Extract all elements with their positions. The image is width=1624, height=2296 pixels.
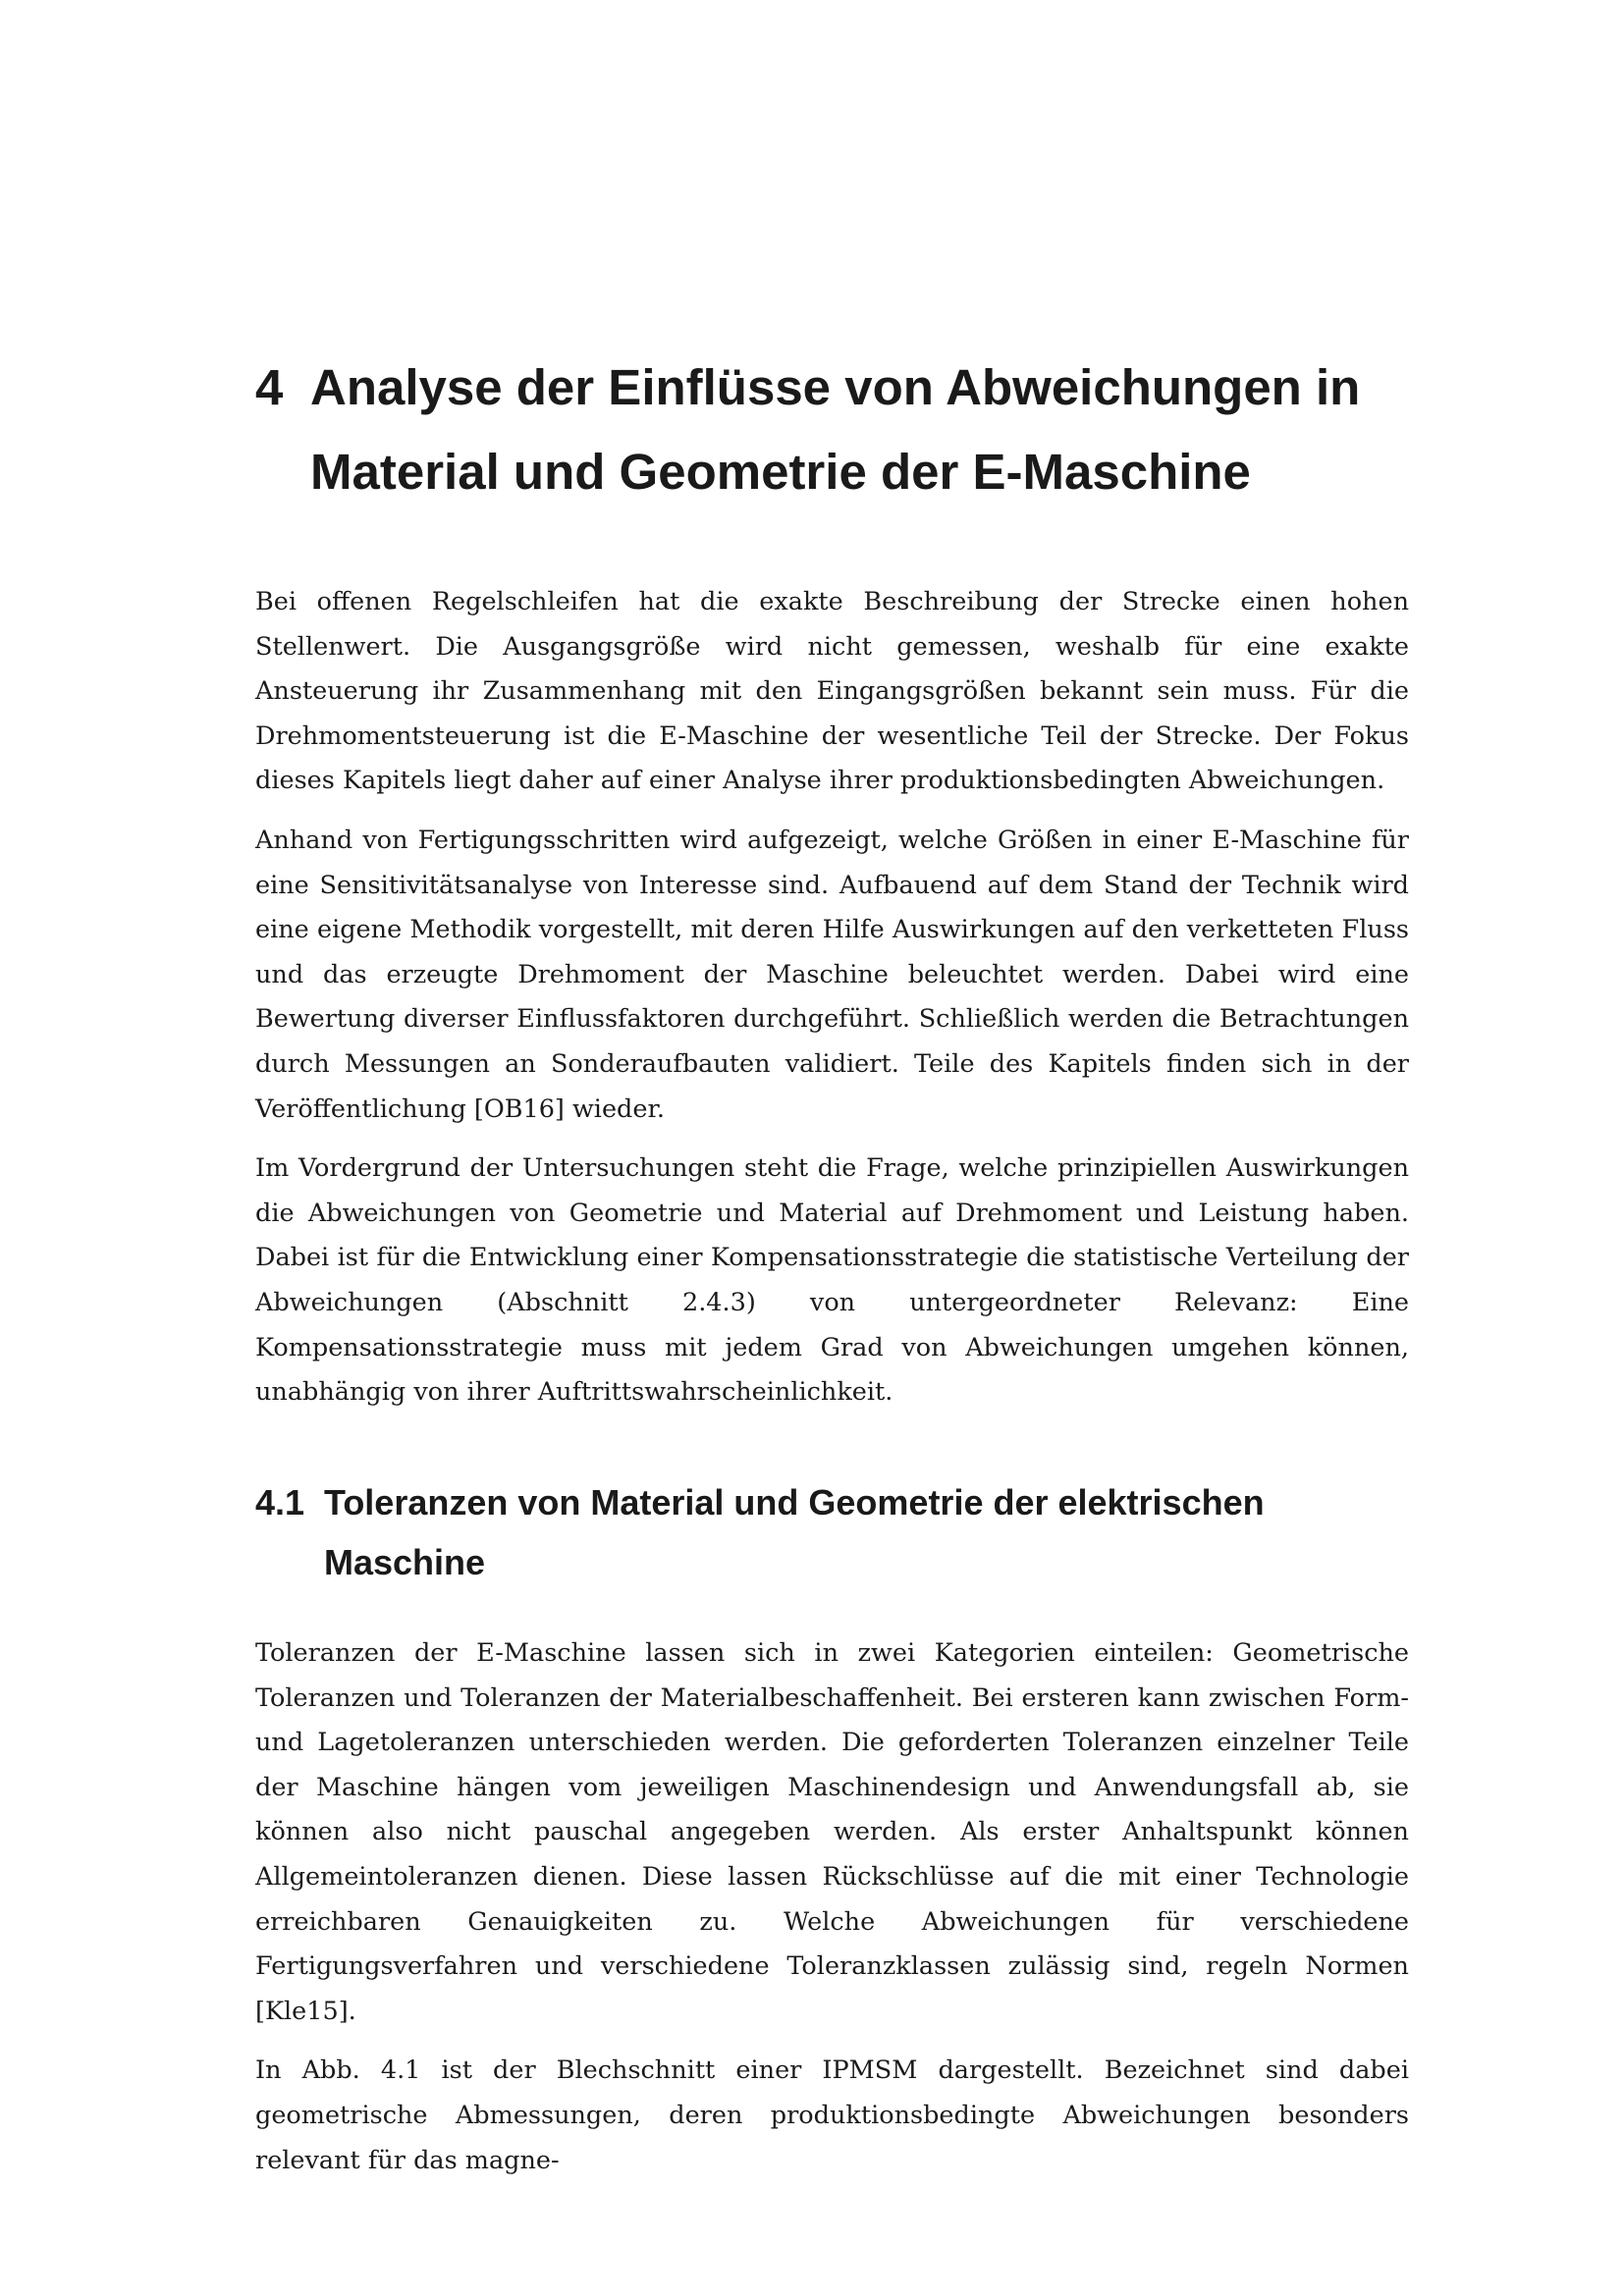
- paragraph: In Abb. 4.1 ist der Blechschnitt einer IPMSM dargestellt. Bezeichnet sind dabei geometrische Abmessungen, deren produktionsbedingte Abweichungen besonders relevant für das magne-: [255, 2056, 1409, 2175]
- paragraph: Im Vordergrund der Untersuchungen steht die Frage, welche prinzipiellen Auswirkungen die Abweichungen von Geometrie und Material auf Drehmoment und Leistung haben. Dabei ist für die Entwicklung einer Kompensationsstrategie die statistische Verteilung der Abweichungen (Abschnitt 2.4.3) von untergeordneter Relevanz: Eine Kompensationsstrategie muss mit jedem Grad von Abweichungen umgehen können, unabhängig von ihrer Auftrittswahrscheinlichkeit.: [255, 1153, 1409, 1408]
- paragraph: Toleranzen der E-Maschine lassen sich in zwei Kategorien einteilen: Geometrische Toleranzen und Toleranzen der Materialbeschaffenheit. Bei ersteren kann zwischen Form- und Lagetoleranzen unterschieden werden. Die geforderten Toleranzen einzelner Teile der Maschine hängen vom jeweiligen Maschinendesign und Anwendungsfall ab, sie können also nicht pauschal angegeben werden. Als erster Anhaltspunkt können Allgemeintoleranzen dienen. Diese lassen Rückschlüsse auf die mit einer Technologie erreichbaren Genauigkeiten zu. Welche Abweichungen für verschiedene Fertigungsverfahren und verschiedene Toleranzklassen zulässig sind, regeln Normen [Kle15].: [255, 1638, 1409, 2026]
- chapter-title: Analyse der Einflüsse von Abweichungen in Material und Geometrie der E-Maschine: [310, 359, 1361, 500]
- section-text: [255, 1631, 1409, 2198]
- paragraph: Bei offenen Regelschleifen hat die exakte Beschreibung der Strecke einen hohen Stellenwert. Die Ausgangsgröße wird nicht gemessen, weshalb für eine exakte Ansteuerung ihr Zusammenhang mit den Eingangsgrößen bekannt sein muss. Für die Drehmomentsteuerung ist die E-Maschine der wesentliche Teil der Strecke. Der Fokus dieses Kapitels liegt daher auf einer Analyse ihrer produktionsbedingten Abweichungen.: [255, 587, 1409, 796]
- chapter-number: 4: [255, 359, 284, 415]
- section-heading: [255, 1472, 1409, 1592]
- chapter-heading: [255, 346, 1409, 514]
- paragraph: Anhand von Fertigungsschritten wird aufgezeigt, welche Größen in einer E-Maschine für eine Sensitivitätsanalyse von Interesse sind. Aufbauend auf dem Stand der Technik wird eine eigene Methodik vorgestellt, mit deren Hilfe Auswirkungen auf den verketteten Fluss und das erzeugte Drehmoment der Maschine beleuchtet werden. Dabei wird eine Bewertung diverser Einflussfaktoren durchgeführt. Schließlich werden die Betrachtungen durch Messungen an Sonderaufbauten validiert. Teile des Kapitels finden sich in der Veröffentlichung [OB16] wieder.: [255, 825, 1409, 1124]
- section-number: 4.1: [255, 1482, 305, 1522]
- intro-text: [255, 580, 1409, 1430]
- section-title: Toleranzen von Material und Geometrie der elektrischen Maschine: [324, 1482, 1265, 1582]
